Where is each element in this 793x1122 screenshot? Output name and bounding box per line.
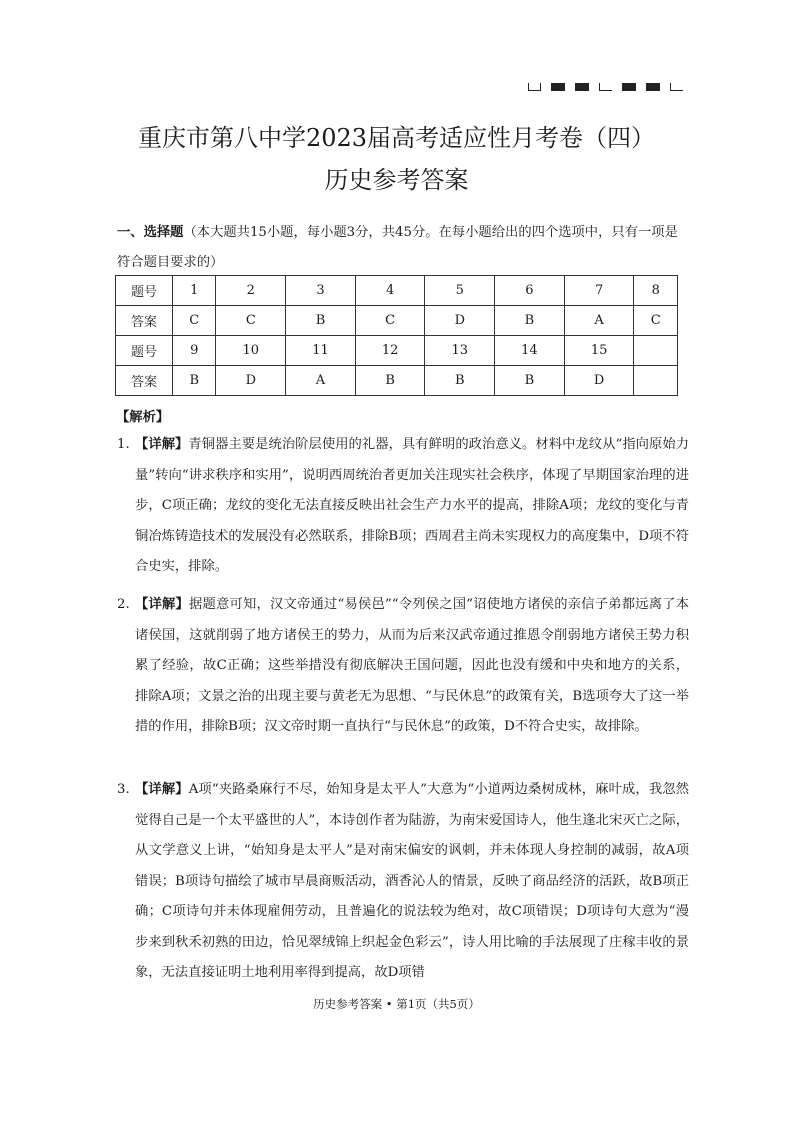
row-label: 题号 — [116, 276, 173, 306]
answer-cell — [634, 366, 678, 396]
question-number-cell: 11 — [286, 336, 356, 366]
header-registration-marks — [528, 83, 683, 93]
section-description: （本大题共15小题，每小题3分，共45分。在每小题给出的四个选项中，只有一项是符合题目要求的） — [117, 225, 678, 270]
question-number-cell: 5 — [425, 276, 495, 306]
answer-table — [115, 275, 678, 396]
registration-mark-filled — [622, 83, 636, 91]
registration-mark-filled — [575, 83, 589, 91]
answer-cell: C — [355, 306, 425, 336]
answer-cell: D — [425, 306, 495, 336]
table-row — [116, 276, 678, 306]
answer-cell: D — [216, 366, 286, 396]
item-number: 3. — [117, 782, 130, 797]
table-row — [116, 366, 678, 396]
answer-cell: C — [634, 306, 678, 336]
item-number: 2. — [117, 597, 130, 612]
section-heading: 一、选择题 — [117, 225, 184, 240]
question-number-cell: 6 — [495, 276, 565, 306]
answer-cell: B — [495, 366, 565, 396]
question-number-cell: 8 — [634, 276, 678, 306]
question-number-cell: 2 — [216, 276, 286, 306]
question-number-cell: 15 — [564, 336, 634, 366]
item-tag: 【详解】 — [135, 597, 189, 612]
page-footer: 历史参考答案 • 第1页（共5页） — [313, 997, 480, 1011]
question-number-cell: 7 — [564, 276, 634, 306]
answer-cell: A — [564, 306, 634, 336]
item-text: 据题意可知，汉文帝通过“易侯邑”“令列侯之国”诏使地方诸侯的亲信子弟都远离了本诸侯国，这就削弱了地方诸侯王的势力，从而为后来汉武帝通过推恩令削弱地方诸侯王势力积累了经验，故C正确；这些举措没有彻底解决王国问题，因此也没有缓和中央和地方的关系，排除A项；文景之治的出现主要与黄老无为思想、“与民休息”的政策有关，B选项夸大了这一举措的作用，排除B项；汉文帝时期一直执行“与民休息”的政策，D不符合史实，故排除。 — [135, 597, 689, 734]
answer-cell: B — [495, 306, 565, 336]
answer-cell: B — [425, 366, 495, 396]
question-number-cell: 1 — [173, 276, 216, 306]
page-subtitle: 历史参考答案 — [324, 166, 469, 194]
question-number-cell — [634, 336, 678, 366]
answer-cell: C — [216, 306, 286, 336]
answer-cell: B — [286, 306, 356, 336]
question-number-cell: 13 — [425, 336, 495, 366]
item-text: 青铜器主要是统治阶层使用的礼器，具有鲜明的政治意义。材料中龙纹从“指向原始力量”转向“讲求秩序和实用”，说明西周统治者更加关注现实社会秩序，体现了早期国家治理的进步，C项正确；龙纹的变化无法直接反映出社会生产力水平的提高，排除A项；龙纹的变化与青铜冶炼铸造技术的发展没有必然联系，排除B项；西周君主尚未实现权力的高度集中，D项不符合史实，排除。 — [135, 437, 690, 574]
answer-cell: C — [173, 306, 216, 336]
analysis-heading: 【解析】 — [116, 410, 170, 425]
analysis-item-2 — [117, 590, 689, 743]
item-tag: 【详解】 — [135, 782, 189, 797]
question-number-cell: 9 — [173, 336, 216, 366]
registration-mark-filled — [646, 83, 660, 91]
row-label: 答案 — [116, 366, 173, 396]
page-title: 重庆市第八中学2023届高考适应性月考卷（四） — [137, 124, 656, 152]
table-row — [116, 306, 678, 336]
row-label: 答案 — [116, 306, 173, 336]
section-intro — [117, 218, 687, 278]
registration-mark-open-l — [670, 83, 683, 91]
registration-mark-open-u — [528, 83, 541, 91]
question-number-cell: 3 — [286, 276, 356, 306]
question-number-cell: 4 — [355, 276, 425, 306]
answer-cell: B — [355, 366, 425, 396]
analysis-item-3 — [117, 775, 689, 989]
item-number: 1. — [117, 437, 130, 452]
answer-cell: A — [286, 366, 356, 396]
answer-cell: B — [173, 366, 216, 396]
question-number-cell: 14 — [495, 336, 565, 366]
row-label: 题号 — [116, 336, 173, 366]
registration-mark-filled — [551, 83, 565, 91]
question-number-cell: 10 — [216, 336, 286, 366]
table-row — [116, 336, 678, 366]
item-tag: 【详解】 — [135, 437, 189, 452]
registration-mark-open-l — [599, 83, 612, 91]
analysis-item-1 — [117, 430, 689, 583]
item-text: A项“夹路桑麻行不尽，始知身是太平人”大意为“小道两边桑树成林，麻叶成，我忽然觉得自己是一个太平盛世的人”，本诗创作者为陆游，为南宋爱国诗人，他生逢北宋灭亡之际，从文学意义上讲，“始知身是太平人”是对南宋偏安的讽刺，并未体现人身控制的减弱，故A项错误；B项诗句描绘了城市早晨商贩活动，酒香沁人的情景，反映了商品经济的活跃，故B项正确；C项诗句并未体现雇佣劳动，且普遍化的说法较为绝对，故C项错误；D项诗句大意为“漫步来到秋禾初熟的田边，恰见翠绒锦上织起金色彩云”，诗人用比喻的手法展现了庄稼丰收的景象，无法直接证明土地利用率得到提高，故D项错 — [135, 782, 690, 980]
question-number-cell: 12 — [355, 336, 425, 366]
answer-cell: D — [564, 366, 634, 396]
